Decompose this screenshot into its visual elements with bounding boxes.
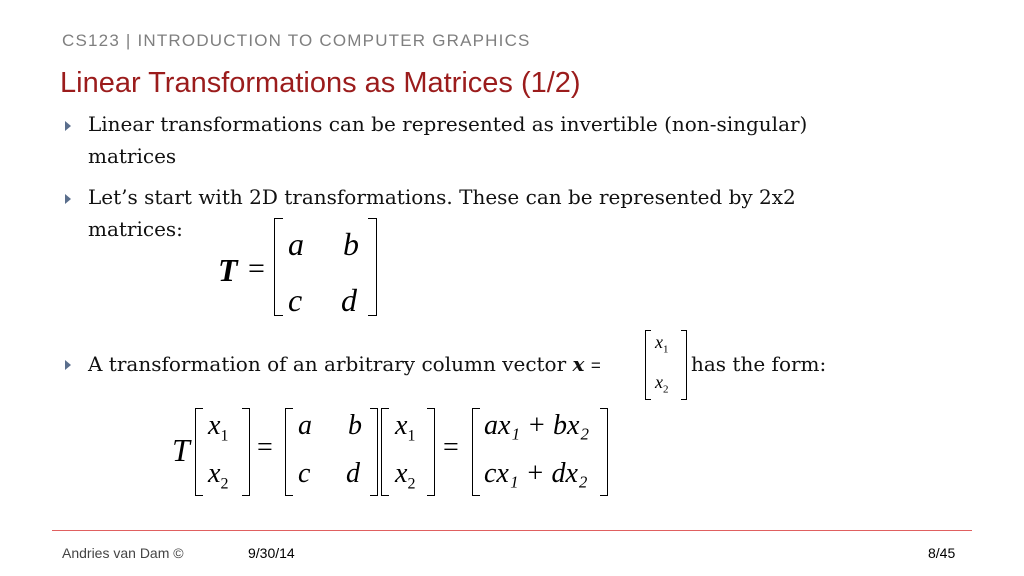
matrix-d: d	[341, 282, 357, 318]
equals-sign: =	[443, 432, 459, 463]
subscript: 1	[220, 427, 229, 445]
bullet-1-line-1: Linear transformations can be represented as invertible (non-singular)	[88, 112, 808, 136]
bullet-2-line-1: Let’s start with 2D transformations. These can be represented by 2x2	[88, 185, 796, 209]
course-header: CS123 | INTRODUCTION TO COMPUTER GRAPHICS	[62, 31, 531, 50]
subscript: 1	[407, 427, 416, 445]
eq-c: c	[298, 458, 311, 489]
eq-row-2: cx₁ + dx₂	[484, 458, 588, 489]
bullet-2-line-2: matrices:	[88, 217, 183, 241]
bullet-arrow-icon	[62, 193, 74, 205]
eq-a: a	[298, 410, 312, 441]
bullet-arrow-icon	[62, 120, 74, 132]
eq-T: T	[172, 432, 190, 468]
right-bracket	[368, 218, 377, 316]
eq-x1: x	[208, 410, 221, 441]
right-bracket	[600, 408, 608, 496]
bullet-3-before: A transformation of an arbitrary column vector	[88, 352, 567, 376]
left-bracket	[381, 408, 389, 496]
left-bracket	[645, 330, 651, 400]
eq-x1: x	[395, 410, 408, 441]
bullet-3-after: has the form:	[691, 352, 827, 376]
footer-author: Andries van Dam ©	[62, 545, 184, 561]
subscript: 2	[663, 383, 669, 396]
bullet-3-eq: =	[590, 356, 601, 375]
equals-sign: =	[257, 432, 273, 463]
matrix-b: b	[343, 226, 359, 262]
bullet-arrow-icon	[62, 359, 74, 371]
bullet-3-text	[88, 348, 601, 382]
footer-divider	[52, 530, 972, 531]
bullet-1-line-2: matrices	[88, 144, 177, 168]
matrix-T-symbol: T	[218, 252, 238, 288]
subscript: 2	[407, 475, 416, 493]
left-bracket	[285, 408, 293, 496]
vector-x1: x	[655, 332, 663, 352]
footer-date: 9/30/14	[248, 545, 295, 561]
matrix-c: c	[288, 282, 303, 318]
subscript: 2	[220, 475, 229, 493]
subscript: 1	[663, 343, 669, 356]
right-bracket	[370, 408, 378, 496]
right-bracket	[242, 408, 250, 496]
matrix-a: a	[288, 226, 304, 262]
left-bracket	[274, 218, 283, 316]
left-bracket	[472, 408, 480, 496]
footer-page-number: 8/45	[928, 545, 956, 561]
bullet-3-var: x	[572, 352, 585, 376]
eq-x2: x	[395, 458, 408, 489]
eq-b: b	[348, 410, 362, 441]
slide-title: Linear Transformations as Matrices (1/2)	[60, 67, 581, 99]
right-bracket	[427, 408, 435, 496]
eq-x2: x	[208, 458, 221, 489]
eq-row-1: ax₁ + bx₂	[484, 410, 590, 441]
eq-d: d	[346, 458, 360, 489]
vector-x2: x	[655, 372, 663, 392]
right-bracket	[681, 330, 687, 400]
equals-sign: =	[248, 252, 265, 285]
left-bracket	[195, 408, 203, 496]
